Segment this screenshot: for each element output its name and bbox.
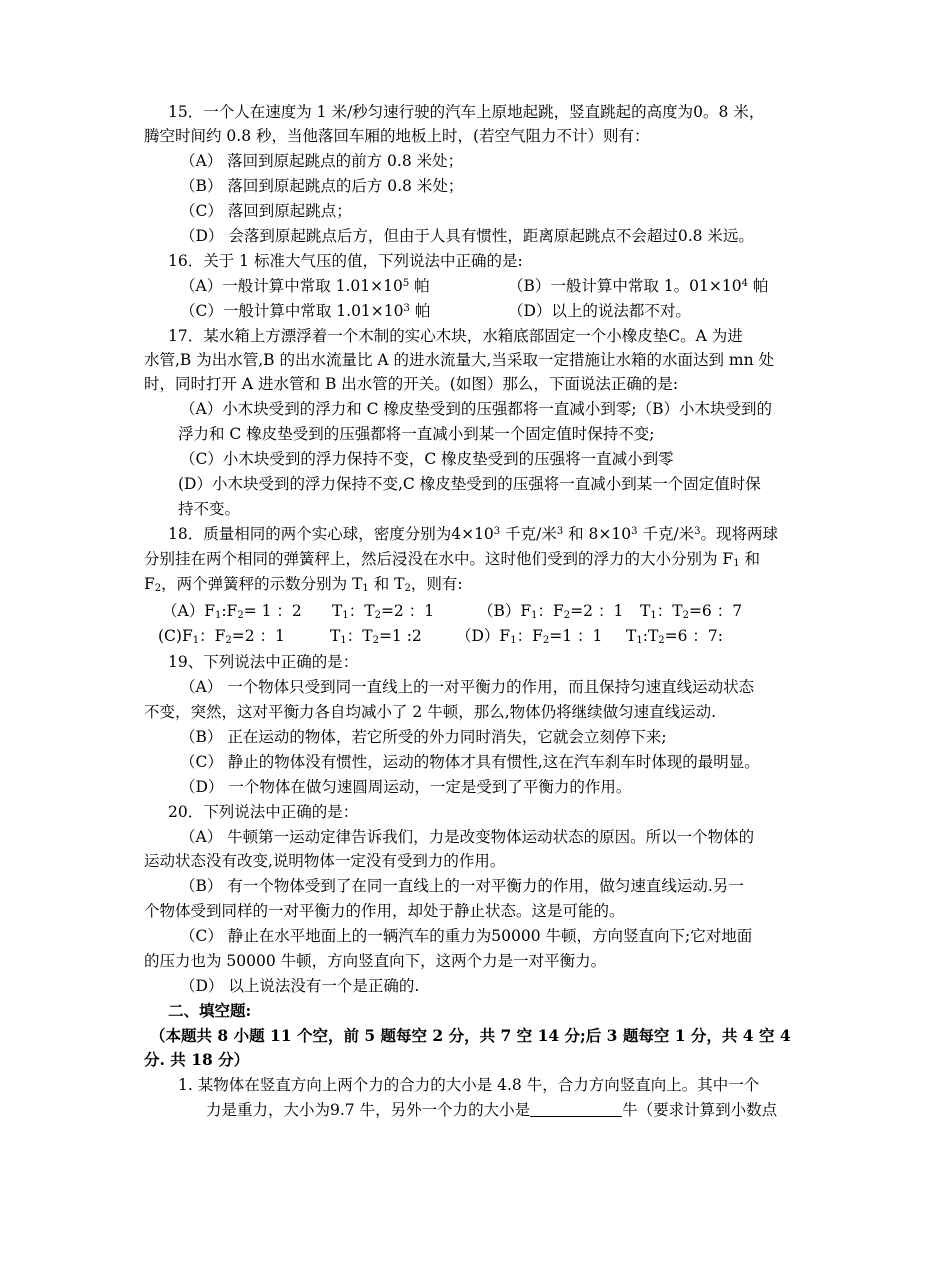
q17-line-8: 持不变。 bbox=[178, 500, 241, 518]
section-title-fill-in: 二、填空题: bbox=[168, 1001, 252, 1020]
q16-option-a: （A）一般计算中常取 $1.01\times 10^5$ 帕 bbox=[180, 277, 430, 295]
q20-line-7: （D） 以上说法没有一个是正确的. bbox=[180, 977, 420, 995]
q17-line-4: （A）小木块受到的浮力和 C 橡皮垫受到的压强都将一直减小到零;（B）小木块受到的 bbox=[180, 400, 773, 418]
q16-option-b: （B）一般计算中常取 1。$01\times 10^4$ 帕 bbox=[508, 277, 769, 295]
q18-option-c-f: $(C)F_1$：$F_2=2$ ：1 bbox=[158, 627, 285, 646]
fill1-line-2: 力是重力，大小为9.7 牛，另外一个力的大小是 牛（要求计算到小数点 bbox=[206, 1101, 778, 1119]
q15-stem-line-2: 腾空时间约 0.8 秒，当他落回车厢的地板上时，(若空气阻力不计）则有： bbox=[144, 127, 650, 145]
q18-line-2: 分别挂在两个相同的弹簧秤上，然后浸没在水中。这时他们受到的浮力的大小分别为 $F_1$ 和 bbox=[144, 550, 760, 569]
q18-line-3: $F_2$，两个弹簧秤的示数分别为 $T_1$ 和 $T_2$，则有: bbox=[144, 575, 463, 594]
q18-option-a-f: $(A)F_1:F_2= 1$ ：2 bbox=[162, 602, 302, 621]
q20-line-4: 个物体受到同样的一对平衡力的作用，却处于静止状态。这是可能的。 bbox=[144, 902, 625, 920]
q17-line-5: 浮力和 C 橡皮垫受到的压强都将一直减小到某一个固定值时保持不变; bbox=[178, 425, 655, 443]
q17-line-6: （C）小木块受到的浮力保持不变，C 橡皮垫受到的压强将一直减小到零 bbox=[180, 450, 674, 468]
q15-option-b: （B） 落回到原起跳点的后方 0.8 米处； bbox=[180, 177, 464, 195]
q18-option-d-f: $(D)F_1$：$F_2=1$ ：1 bbox=[456, 627, 603, 646]
section-note-line-2: 分. 共 18 分） bbox=[144, 1050, 250, 1069]
q16-option-d: （D）以上的说法都不对。 bbox=[508, 302, 691, 320]
q20-line-3: （B） 有一个物体受到了在同一直线上的一对平衡力的作用，做匀速直线运动.另一 bbox=[180, 877, 744, 895]
q15-option-d: （D） 会落到原起跳点后方，但由于人具有惯性，距离原起跳点不会超过0.8 米远。 bbox=[180, 227, 754, 245]
q18-line-1: 18．质量相同的两个实心球，密度分别为$4\times 10^3$ 千克/米$^3$ 和 $8\times 10^3$ 千克/米$^3$。现将两球 bbox=[168, 525, 779, 543]
q17-line-1: 17．某水箱上方漂浮着一个木制的实心木块，水箱底部固定一个小橡皮垫C。A 为进 bbox=[168, 327, 743, 345]
q20-line-6: 的压力也为 50000 牛顿，方向竖直向下，这两个力是一对平衡力。 bbox=[144, 952, 607, 970]
q17-line-2: 水管,B 为出水管,B 的出水流量比 A 的进水流量大,当采取一定措施让水箱的水面达到 mn 处 bbox=[144, 351, 775, 369]
q19-line-2: 不变，突然，这对平衡力各自均减小了 2 牛顿，那么,物体仍将继续做匀速直线运动. bbox=[144, 703, 717, 721]
q16-stem: 16．关于 1 标准大气压的值，下列说法中正确的是: bbox=[168, 252, 523, 270]
q19-stem: 19、下列说法中正确的是： bbox=[168, 653, 359, 671]
q19-line-1: （A） 一个物体只受到同一直线上的一对平衡力的作用，而且保持匀速直线运动状态 bbox=[180, 678, 755, 696]
q18-option-b-t: $T_1$：$T_2=6$ ：7 bbox=[640, 602, 743, 621]
section-note-line-1: （本题共 8 小题 11 个空，前 5 题每空 2 分，共 7 空 14 分;后 3 题每空 1 分，共 4 空 4 bbox=[150, 1026, 791, 1045]
q17-line-3: 时，同时打开 A 进水管和 B 出水管的开关。(如图）那么，下面说法正确的是: bbox=[144, 375, 679, 393]
q18-option-d-t: $T_1:T_2=6$ ：7: bbox=[626, 627, 724, 646]
q19-line-3: （B） 正在运动的物体，若它所受的外力同时消失，它就会立刻停下来; bbox=[180, 728, 667, 746]
fill1-line-1: 1. 某物体在竖直方向上两个力的合力的大小是 4.8 牛，合力方向竖直向上。其中一个 bbox=[178, 1076, 760, 1094]
q19-line-4: （C） 静止的物体没有惯性，运动的物体才具有惯性,这在汽车刹车时体现的最明显。 bbox=[180, 753, 760, 771]
q18-option-b-f: $(B)F_1$：$F_2=2$ ：1 bbox=[478, 602, 624, 621]
q20-line-1: （A） 牛顿第一运动定律告诉我们，力是改变物体运动状态的原因。所以一个物体的 bbox=[180, 828, 755, 846]
q15-option-c: （C） 落回到原起跳点； bbox=[180, 202, 352, 220]
q20-line-5: （C） 静止在水平地面上的一辆汽车的重力为50000 牛顿，方向竖直向下;它对地面 bbox=[180, 927, 753, 945]
q16-option-c: （C）一般计算中常取 $1.01\times 10^3$ 帕 bbox=[180, 302, 431, 320]
q19-line-5: （D） 一个物体在做匀速圆周运动，一定是受到了平衡力的作用。 bbox=[180, 778, 632, 796]
q18-option-c-t: $T_1$：$T_2=1$ :2 bbox=[330, 627, 422, 646]
q20-stem: 20．下列说法中正确的是： bbox=[168, 803, 359, 821]
fill1-answer-blank[interactable] bbox=[530, 1101, 622, 1117]
q20-line-2: 运动状态没有改变,说明物体一定没有受到力的作用。 bbox=[144, 852, 506, 870]
q17-line-7: (D）小木块受到的浮力保持不变,C 橡皮垫受到的压强将一直减小到某一个固定值时保 bbox=[178, 475, 761, 493]
q15-option-a: （A） 落回到原起跳点的前方 0.8 米处； bbox=[180, 152, 464, 170]
q18-option-a-t: $T_1$：$T_2=2$ ：1 bbox=[332, 602, 435, 621]
q15-stem-line-1: 15．一个人在速度为 1 米/秒匀速行驶的汽车上原地起跳，竖直跳起的高度为0。8 米， bbox=[168, 103, 765, 121]
